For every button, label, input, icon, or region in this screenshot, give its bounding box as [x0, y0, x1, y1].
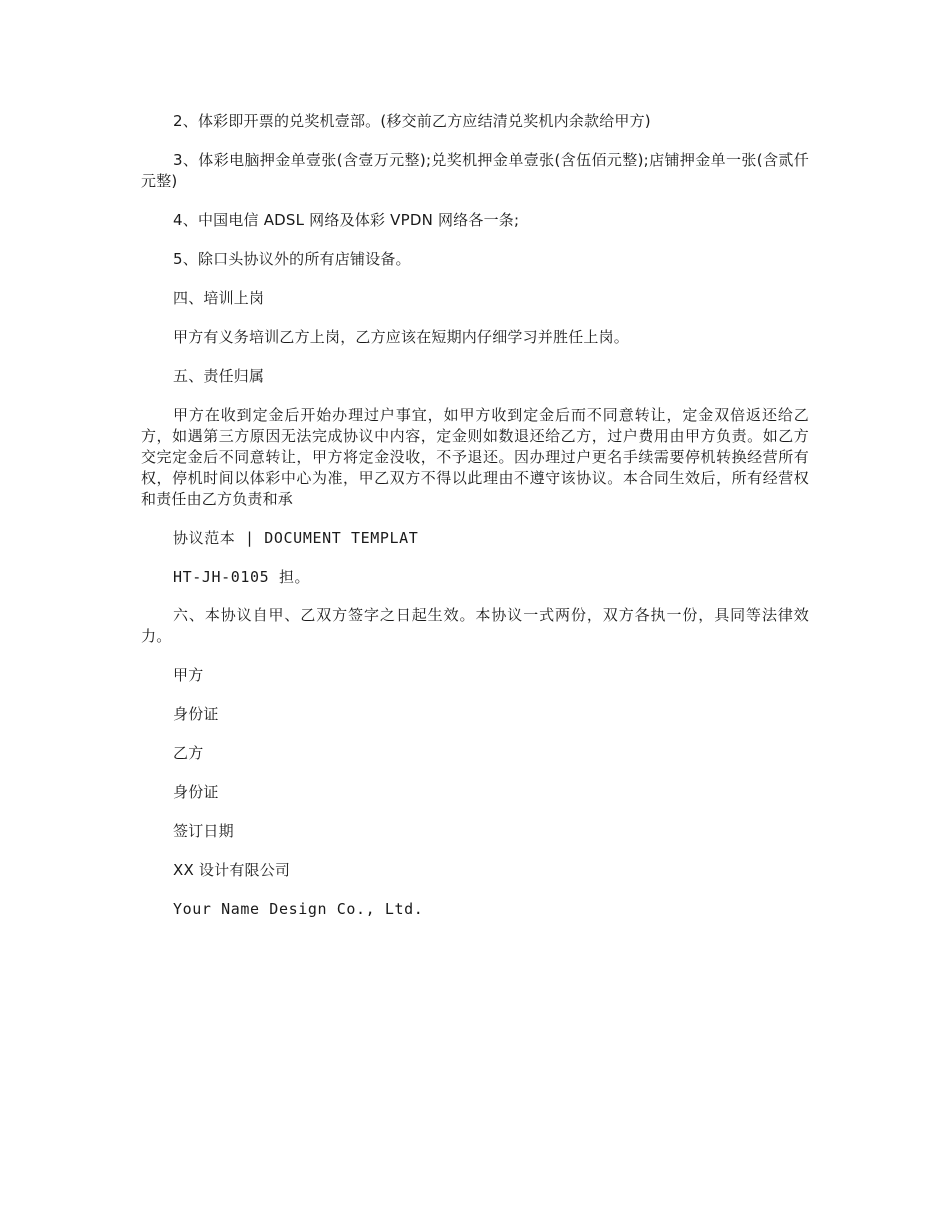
document-code: HT-JH-0105 担。 [173, 568, 311, 586]
document-page [141, 111, 809, 938]
party-a-label: 甲方 [173, 666, 204, 684]
item-5-equipment: 5、除口头协议外的所有店铺设备。 [173, 250, 411, 268]
training-paragraph: 甲方有义务培训乙方上岗，乙方应该在短期内仔细学习并胜任上岗。 [173, 328, 630, 346]
company-name-en: Your Name Design Co., Ltd. [173, 900, 424, 918]
section-heading-training: 四、培训上岗 [173, 289, 265, 307]
item-4-network: 4、中国电信 ADSL 网络及体彩 VPDN 网络各一条; [173, 211, 520, 229]
party-a-id-label: 身份证 [173, 705, 219, 723]
clause-six: 六、本协议自甲、乙双方签字之日起生效。本协议一式两份，双方各执一份，具同等法律效力。 [141, 606, 809, 645]
responsibility-paragraph: 甲方在收到定金后开始办理过户事宜，如甲方收到定金后而不同意转让，定金双倍返还给乙方，如遇第三方原因无法完成协议中内容，定金则如数退还给乙方，过户费用由甲方负责。如乙方交完定金后不同意转让，甲方将定金没收，不予退还。因办理过户更名手续需要停机转换经营所有权，停机时间以体彩中心为准，甲乙双方不得以此理由不遵守该协议。本合同生效后，所有经营权和责任由乙方负责和承 [141, 406, 809, 508]
item-3-deposit-receipts: 3、体彩电脑押金单壹张(含壹万元整);兑奖机押金单壹张(含伍佰元整);店铺押金单一张(含贰仟元整) [141, 151, 809, 190]
item-2-lottery-machine: 2、体彩即开票的兑奖机壹部。(移交前乙方应结清兑奖机内余款给甲方) [173, 112, 651, 130]
party-b-label: 乙方 [173, 744, 204, 762]
template-label: 协议范本 | DOCUMENT TEMPLAT [173, 529, 419, 547]
company-name-cn: XX 设计有限公司 [173, 861, 291, 879]
section-heading-responsibility: 五、责任归属 [173, 367, 265, 385]
party-b-id-label: 身份证 [173, 783, 219, 801]
sign-date-label: 签订日期 [173, 822, 234, 840]
